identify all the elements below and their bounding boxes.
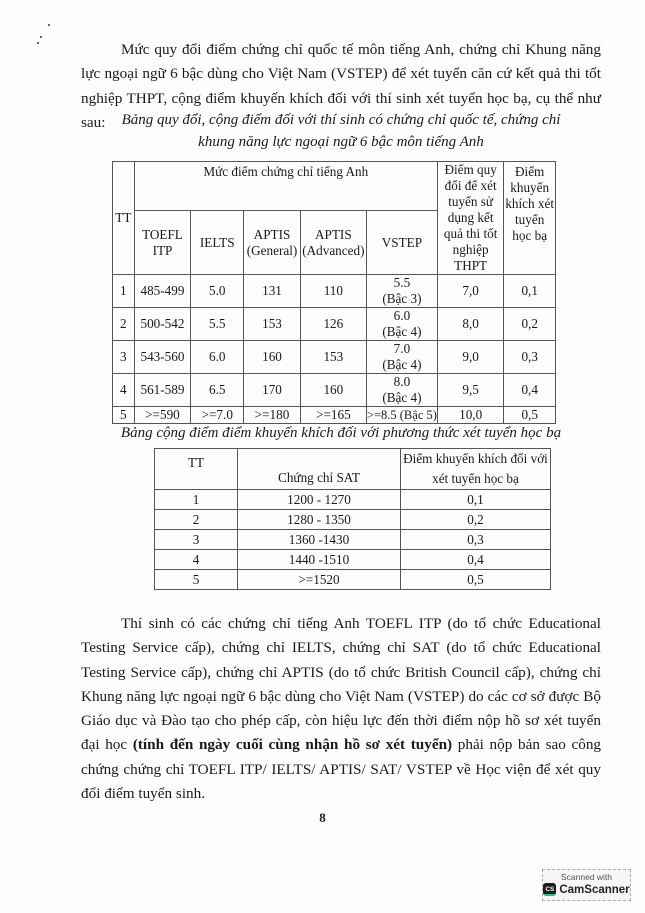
- cell-aptis-general: 153: [244, 308, 301, 341]
- header-group: Mức điểm chứng chỉ tiếng Anh: [134, 162, 437, 211]
- cell-aptis-advanced: 126: [300, 308, 366, 341]
- cell-bonus: 0,3: [401, 530, 551, 550]
- watermark-brand-row: [543, 883, 630, 896]
- vstep-score: 8.0: [393, 374, 411, 389]
- cell-sat: 1280 - 1350: [238, 510, 401, 530]
- table-row: [113, 275, 556, 308]
- header-tt: TT: [113, 162, 135, 275]
- table2-caption-text: Bảng cộng điểm điểm khuyến khích đối với phương thức xét tuyển học bạ: [120, 425, 562, 441]
- cell-vstep: [366, 374, 437, 407]
- cell-toefl: 485-499: [134, 275, 191, 308]
- camscanner-watermark: [542, 869, 631, 901]
- cell-ielts: 5.0: [191, 275, 244, 308]
- cell-bonus: 0,3: [504, 341, 556, 374]
- scan-speck: [48, 24, 50, 26]
- cell-converted: 9,0: [437, 341, 503, 374]
- conversion-table: [112, 161, 556, 424]
- camscanner-logo-icon: CS: [543, 883, 556, 896]
- closing-paragraph: [81, 612, 601, 806]
- cell-ielts: 6.0: [191, 341, 244, 374]
- cell-aptis-advanced: >=165: [300, 407, 366, 424]
- closing-text: [81, 612, 601, 806]
- vstep-score: 7.0: [393, 341, 411, 356]
- bonus-header-line2: xét tuyển học bạ: [432, 471, 519, 486]
- vstep-level: (Bậc 4): [382, 390, 422, 405]
- cell-vstep: >=8.5 (Bậc 5): [366, 408, 437, 422]
- cell-tt: 4: [155, 550, 238, 570]
- intro-text: Mức quy đổi điểm chứng chỉ quốc tế môn tiếng Anh, chứng chỉ Khung năng lực ngoại ngữ 6 bậc dùng cho Việt Nam (VSTEP) để xét tuyển căn cứ kết quả thi tốt nghiệp THPT, cộng điểm khuyến khích đối với thí sinh xét tuyển học bạ, cụ thể như sau:: [81, 41, 601, 131]
- table-row: [113, 341, 556, 374]
- watermark-top-text: Scanned with: [560, 872, 613, 882]
- cell-aptis-general: 170: [244, 374, 301, 407]
- vstep-score: 6.0: [393, 308, 411, 323]
- table-row: [113, 374, 556, 407]
- cell-tt: 2: [113, 308, 135, 341]
- header-bonus: [401, 449, 551, 490]
- cell-converted: 9,5: [437, 374, 503, 407]
- cell-aptis-general: 131: [244, 275, 301, 308]
- cell-toefl: 500-542: [134, 308, 191, 341]
- header-tt: TT: [155, 449, 238, 490]
- cell-tt: 5: [113, 407, 135, 424]
- closing-part1: Thí sinh có các chứng chỉ tiếng Anh TOEFL ITP (do tổ chức Educational Testing Service cấp), chứng chỉ IELTS, chứng chỉ SAT (do tổ chức Educational Testing Service cấp), chứng chỉ APTIS (do tổ chức British Council cấp), chứng chỉ Khung năng lực ngoại ngữ 6 bậc dùng cho Việt Nam (VSTEP) do các cơ sở được Bộ Giáo dục và Đào tạo cho phép cấp, còn hiệu lực đến thời điểm nộp hồ sơ xét tuyển đại học: [81, 615, 601, 754]
- cell-ielts: 6.5: [191, 374, 244, 407]
- watermark-brand: CamScanner: [559, 883, 630, 896]
- cell-vstep: [366, 341, 437, 374]
- cell-tt: 3: [113, 341, 135, 374]
- cell-toefl: >=590: [134, 407, 191, 424]
- cell-ielts: 5.5: [191, 308, 244, 341]
- page-number: 8: [319, 810, 326, 825]
- bonus-header-line1: Điểm khuyến khích đối với: [403, 451, 548, 466]
- sat-table: [154, 448, 551, 590]
- table-row: [155, 490, 551, 510]
- cell-tt: 2: [155, 510, 238, 530]
- cell-bonus: 0,5: [401, 570, 551, 590]
- header-aptis-general: [244, 211, 301, 275]
- vstep-level: (Bậc 3): [382, 291, 422, 306]
- closing-bold: (tính đến ngày cuối cùng nhận hồ sơ xét tuyển): [132, 736, 453, 754]
- cell-bonus: 0,2: [504, 308, 556, 341]
- cell-vstep: [366, 308, 437, 341]
- cell-bonus: 0,4: [504, 374, 556, 407]
- cell-converted: 10,0: [437, 407, 503, 424]
- table-row: [155, 570, 551, 590]
- cell-bonus: 0,4: [401, 550, 551, 570]
- cell-aptis-advanced: 160: [300, 374, 366, 407]
- cell-tt: 4: [113, 374, 135, 407]
- cell-aptis-advanced: 110: [300, 275, 366, 308]
- cell-vstep: [366, 275, 437, 308]
- table-row: [113, 308, 556, 341]
- vstep-level: (Bậc 4): [382, 324, 422, 339]
- cell-sat: 1440 -1510: [238, 550, 401, 570]
- cell-bonus: 0,1: [401, 490, 551, 510]
- aptis-advanced-sub: (Advanced): [302, 242, 365, 258]
- cell-aptis-general: 160: [244, 341, 301, 374]
- cell-bonus: 0,1: [504, 275, 556, 308]
- cell-ielts: >=7.0: [191, 407, 244, 424]
- table1-caption: [81, 109, 601, 153]
- cell-converted: 8,0: [437, 308, 503, 341]
- table1-caption-line2: khung năng lực ngoại ngữ 6 bậc môn tiếng Anh: [198, 134, 484, 150]
- aptis-general-sub: (General): [246, 242, 298, 258]
- closing-part2: phải nộp bản sao công chứng chứng chỉ TOEFL ITP/ IELTS/ APTIS/ SAT/ VSTEP về Học viện để xét quy đổi điểm tuyển sinh.: [81, 736, 602, 803]
- cell-sat: >=1520: [238, 570, 401, 590]
- scan-speck: [40, 36, 42, 38]
- table-row: [155, 550, 551, 570]
- cell-tt: 1: [113, 275, 135, 308]
- cell-tt: 5: [155, 570, 238, 590]
- cell-tt: 3: [155, 530, 238, 550]
- cell-sat: 1360 -1430: [238, 530, 401, 550]
- cell-converted: 7,0: [437, 275, 503, 308]
- cell-aptis-general: >=180: [244, 407, 301, 424]
- table-row: [155, 530, 551, 550]
- cell-sat: 1200 - 1270: [238, 490, 401, 510]
- vstep-score: 5.5: [393, 275, 411, 290]
- header-toefl: TOEFL ITP: [134, 211, 191, 275]
- table1-caption-line1: Bảng quy đổi, cộng điểm đối với thí sinh có chứng chỉ quốc tế, chứng chỉ: [121, 112, 561, 128]
- aptis-advanced-label: APTIS: [315, 226, 352, 242]
- header-converted: Điểm quy đổi để xét tuyển sử dụng kết quả thi tốt nghiệp THPT: [437, 162, 503, 275]
- aptis-general-label: APTIS: [253, 226, 291, 242]
- cell-toefl: 561-589: [134, 374, 191, 407]
- cell-bonus: 0,5: [504, 407, 556, 424]
- table-row: [113, 407, 556, 424]
- header-vstep: VSTEP: [366, 211, 437, 275]
- table-row: [155, 510, 551, 530]
- cell-toefl: 543-560: [134, 341, 191, 374]
- table2-caption: [81, 422, 601, 444]
- header-bonus: Điểm khuyến khích xét tuyển học bạ: [504, 162, 556, 275]
- header-sat: Chứng chỉ SAT: [238, 449, 401, 490]
- cell-aptis-advanced: 153: [300, 341, 366, 374]
- scan-speck: [37, 42, 39, 44]
- header-ielts: IELTS: [191, 211, 244, 275]
- vstep-level: (Bậc 4): [382, 357, 422, 372]
- cell-bonus: 0,2: [401, 510, 551, 530]
- header-aptis-advanced: [300, 211, 366, 275]
- cell-tt: 1: [155, 490, 238, 510]
